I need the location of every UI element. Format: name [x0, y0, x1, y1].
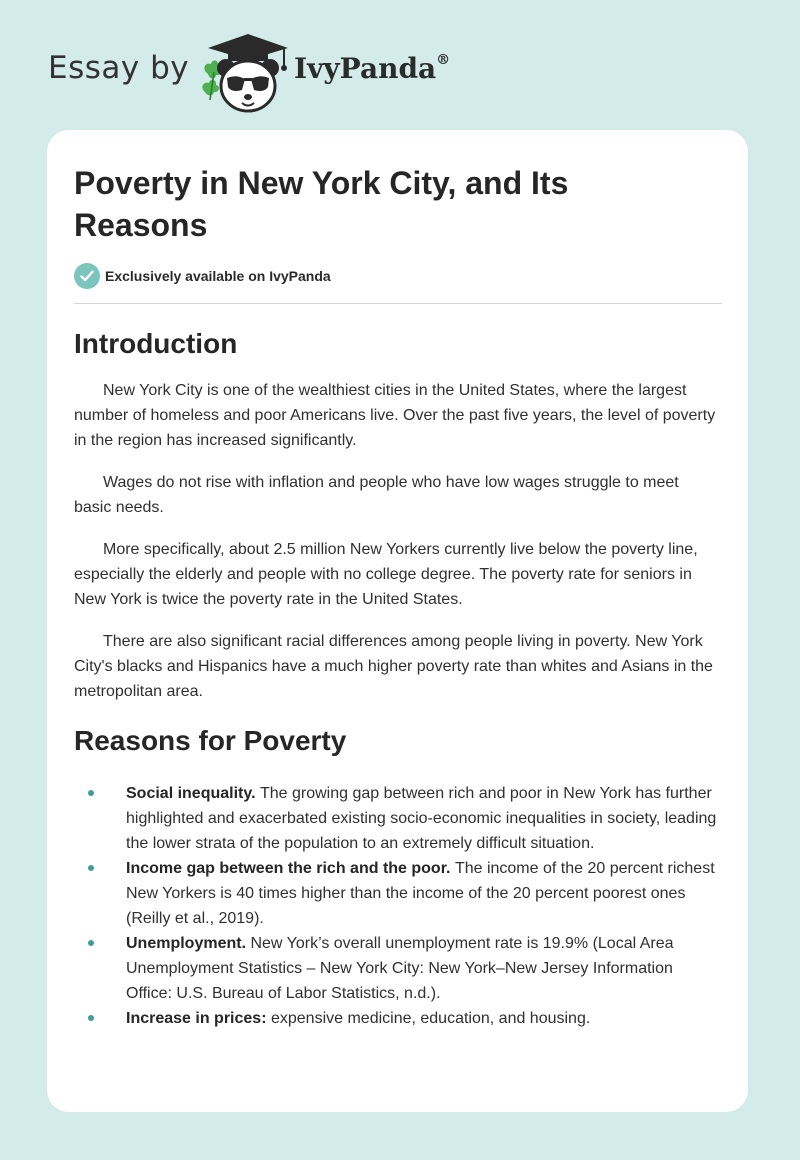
- essay-card: [47, 130, 748, 1112]
- reasons-list: [74, 781, 720, 1031]
- list-item-text: expensive medicine, education, and housing.: [270, 1010, 591, 1027]
- list-item-text: The growing gap between rich and poor in New York has further highlighted and exacerbated existing socio-economic inequalities in society, leading the lower strata of the population to an extremely difficult situation.: [126, 785, 717, 852]
- list-item-term: Increase in prices:: [126, 1010, 271, 1027]
- list-item: [74, 931, 720, 1006]
- intro-paragraph: More specifically, about 2.5 million New Yorkers currently live below the poverty line, especially the elderly and people with no college degree. The poverty rate for seniors in New York is twice the poverty rate in the United States.: [74, 541, 698, 608]
- essay-by-label: Essay by: [48, 50, 190, 86]
- checkmark-icon: [74, 263, 100, 289]
- list-item: [74, 856, 720, 931]
- ivypanda-brand-name[interactable]: [294, 52, 450, 85]
- exclusive-badge: [74, 263, 331, 289]
- divider: [74, 303, 722, 304]
- intro-paragraph: Wages do not rise with inflation and people who have low wages struggle to meet basic needs.: [74, 474, 679, 516]
- essay-body: [74, 324, 720, 1031]
- brand-text: IvyPanda: [294, 52, 437, 85]
- intro-paragraph: There are also significant racial differences among people living in poverty. New York City's blacks and Hispanics have a much higher poverty rate than whites and Asians in the metropolitan area.: [74, 633, 713, 700]
- registered-mark: ®: [436, 51, 451, 68]
- bullet-icon: [88, 790, 94, 796]
- list-item-term: Unemployment.: [126, 935, 251, 952]
- reasons-heading: Reasons for Poverty: [74, 725, 347, 756]
- list-item-text: New York’s overall unemployment rate is 19.9% (Local Area Unemployment Statistics – New York City: New York–New Jersey Information Office: U.S. Bureau of Labor Statistics, n.d.).: [126, 935, 674, 1002]
- introduction-heading: Introduction: [74, 328, 238, 359]
- list-item: [74, 1006, 720, 1031]
- exclusive-badge-text: Exclusively available on IvyPanda: [105, 268, 331, 284]
- list-item-term: Income gap between the rich and the poor.: [126, 860, 455, 877]
- essay-title: Poverty in New York City, and Its Reasons: [74, 165, 569, 243]
- list-item-term: Social inequality.: [126, 785, 260, 802]
- list-item-text: The income of the 20 percent richest New Yorkers is 40 times higher than the income of the 20 percent poorest ones (Reilly et al., 2019).: [126, 860, 715, 927]
- ivypanda-panda-logo-icon: [200, 30, 296, 116]
- bullet-icon: [88, 865, 94, 871]
- list-item: [74, 781, 720, 856]
- bullet-icon: [88, 1015, 94, 1021]
- intro-paragraph: New York City is one of the wealthiest cities in the United States, where the largest number of homeless and poor Americans live. Over the past five years, the level of poverty in the region has increased significantly.: [74, 382, 716, 449]
- site-header: [48, 28, 768, 118]
- bullet-icon: [88, 940, 94, 946]
